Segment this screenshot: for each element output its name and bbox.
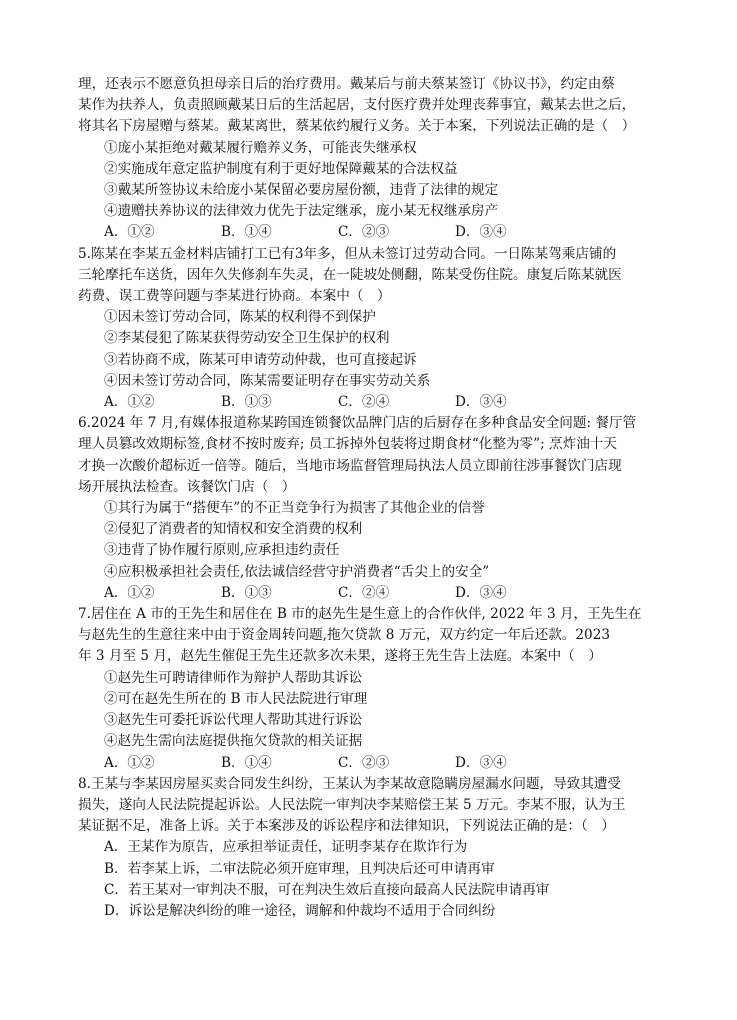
- question-7-choices: [78, 753, 668, 774]
- question-5-statement: ④因未签订劳动合同，陈某需要证明存在事实劳动关系: [104, 372, 431, 389]
- choice-c: C．②③: [338, 754, 390, 771]
- question-5-statement: ①因未签订劳动合同，陈某的权利得不到保护: [104, 309, 376, 326]
- question-7-stem-line: 与赵先生的生意往来中由于资金周转问题,拖欠贷款 8 万元，双方约定一年后还款。2023: [78, 627, 610, 644]
- question-8-option-d: D．诉讼是解决纠纷的唯一途径，调解和仲裁均不适用于合同纠纷: [104, 902, 496, 919]
- question-8-option-b: B．若李某上诉，二审法院必须开庭审理，且判决后还可申请再审: [104, 860, 495, 877]
- question-6-choices: [78, 583, 668, 604]
- question-4-statement: ③戴某所签协议未给庞小某保留必要房屋份额，违背了法律的规定: [104, 182, 499, 199]
- question-8-option-a: A．王某作为原告，应承担举证责任，证明李某存在欺诈行为: [104, 839, 468, 856]
- choice-b: B．①④: [221, 224, 272, 241]
- choice-c: C．②③: [338, 224, 390, 241]
- question-5: [78, 244, 668, 414]
- question-5-stem-line: 药费、误工费等问题与李某进行协商。本案中（ ）: [78, 288, 391, 305]
- question-7-statement: ③赵先生可委托诉讼代理人帮助其进行诉讼: [104, 712, 363, 729]
- question-7-stem-line: 7.居住在 A 市的王先生和居住在 B 市的赵先生是生意上的合作伙伴, 2022 年 3 月，王先生在: [78, 606, 642, 623]
- question-4-stem-line: 将其名下房屋赠与蔡某。戴某离世，蔡某依约履行义务。关于本案，下列说法正确的是（ ）: [78, 118, 636, 135]
- question-6-stem-line: 6.2024 年 7 月,有媒体报道称某跨国连锁餐饮品牌门店的后厨存在多种食品安全问题: 餐厅管: [78, 415, 637, 432]
- question-5-statement: ②李某侵犯了陈某获得劳动安全卫生保护的权利: [104, 330, 390, 347]
- question-7-statement: ①赵先生可聘请律师作为辩护人帮助其诉讼: [104, 669, 363, 686]
- question-6-statement: ②侵犯了消费者的知情权和安全消费的权利: [104, 521, 363, 538]
- choice-b: B．①③: [221, 584, 272, 601]
- question-8: [78, 774, 668, 922]
- question-6: [78, 413, 668, 604]
- question-7-stem-line: 年 3 月至 5 月，赵先生催促王先生还款多次未果，遂将王先生告上法庭。本案中（ ）: [78, 648, 602, 665]
- question-5-choices: [78, 392, 668, 413]
- question-8-stem-line: 8.王某与李某因房屋买卖合同发生纠纷，王某认为李某故意隐瞒房屋漏水问题，导致其遭受: [78, 775, 622, 792]
- choice-a: A．①②: [104, 754, 155, 771]
- choice-c: C．②④: [338, 394, 390, 411]
- question-8-option-c: C．若王某对一审判决不服，可在判决生效后直接向最高人民法院申请再审: [104, 881, 550, 898]
- question-7: [78, 604, 668, 774]
- choice-c: C．②④: [338, 584, 390, 601]
- choice-a: A．①②: [104, 224, 155, 241]
- question-7-statement: ②可在赵先生所在的 B 市人民法院进行审理: [104, 690, 368, 707]
- question-4: [78, 74, 668, 244]
- choice-d: D．③④: [455, 394, 507, 411]
- question-5-stem-line: 三轮摩托车送货，因年久失修刹车失灵，在一陡坡处侧翻，陈某受伤住院。康复后陈某就医: [78, 266, 622, 283]
- question-4-stem-line: 理，还表示不愿意负担母亲日后的治疗费用。戴某后与前夫蔡某签订《协议书》，约定由蔡: [78, 76, 615, 92]
- question-4-statement: ④遗赠扶养协议的法律效力优先于法定继承，庞小某无权继承房产: [104, 203, 499, 220]
- question-7-statement: ④赵先生需向法庭提供拖欠贷款的相关证据: [104, 733, 363, 750]
- question-8-stem-line: 损失，遂向人民法院提起诉讼。人民法院一审判决李某赔偿王某 5 万元。李某不服，认为王: [78, 796, 626, 813]
- question-4-stem-line: 某作为扶养人，负责照顾戴某日后的生活起居，支付医疗费并处理丧葬事宜，戴某去世之后，: [78, 97, 636, 114]
- question-6-statement: ①其行为属于“搭便车”的不正当竞争行为损害了其他企业的信誉: [104, 500, 485, 517]
- choice-a: A．①②: [104, 394, 155, 411]
- exam-page: [78, 74, 668, 922]
- question-6-statement: ④应积极承担社会责任,依法诚信经营守护消费者“舌尖上的安全”: [104, 563, 490, 580]
- question-4-choices: [78, 222, 668, 243]
- choice-a: A．①②: [104, 584, 155, 601]
- choice-b: B．①③: [221, 394, 272, 411]
- choice-d: D．③④: [455, 754, 507, 771]
- choice-b: B．①④: [221, 754, 272, 771]
- question-6-stem-line: 才换一次酸价超标近一倍等。随后，当地市场监督管理局执法人员立即前往涉事餐饮门店现: [78, 457, 622, 474]
- question-5-stem-line: 5.陈某在李某五金材料店铺打工已有3年多，但从未签订过劳动合同。一日陈某驾乘店铺的: [78, 245, 617, 262]
- question-5-statement: ③若协商不成，陈某可申请劳动仲裁，也可直接起诉: [104, 351, 417, 368]
- question-6-statement: ③违背了协作履行原则,应承担违约责任: [104, 542, 340, 559]
- choice-d: D．③④: [455, 224, 507, 241]
- question-8-stem-line: 某证据不足，准备上诉。关于本案涉及的诉讼程序和法律知识，下列说法正确的是：（ ）: [78, 818, 615, 835]
- question-4-statement: ①庞小某拒绝对戴某履行赡养义务，可能丧失继承权: [104, 139, 417, 156]
- question-6-stem-line: 场开展执法检查。该餐饮门店（ ）: [78, 478, 296, 495]
- choice-d: D．③④: [455, 584, 507, 601]
- question-6-stem-line: 理人员篡改效期标签,食材不按时废弃; 员工拆掉外包装将过期食材“化整为零”; 烹炸油十天: [78, 436, 617, 453]
- question-4-statement: ②实施成年意定监护制度有利于更好地保障戴某的合法权益: [104, 160, 458, 177]
